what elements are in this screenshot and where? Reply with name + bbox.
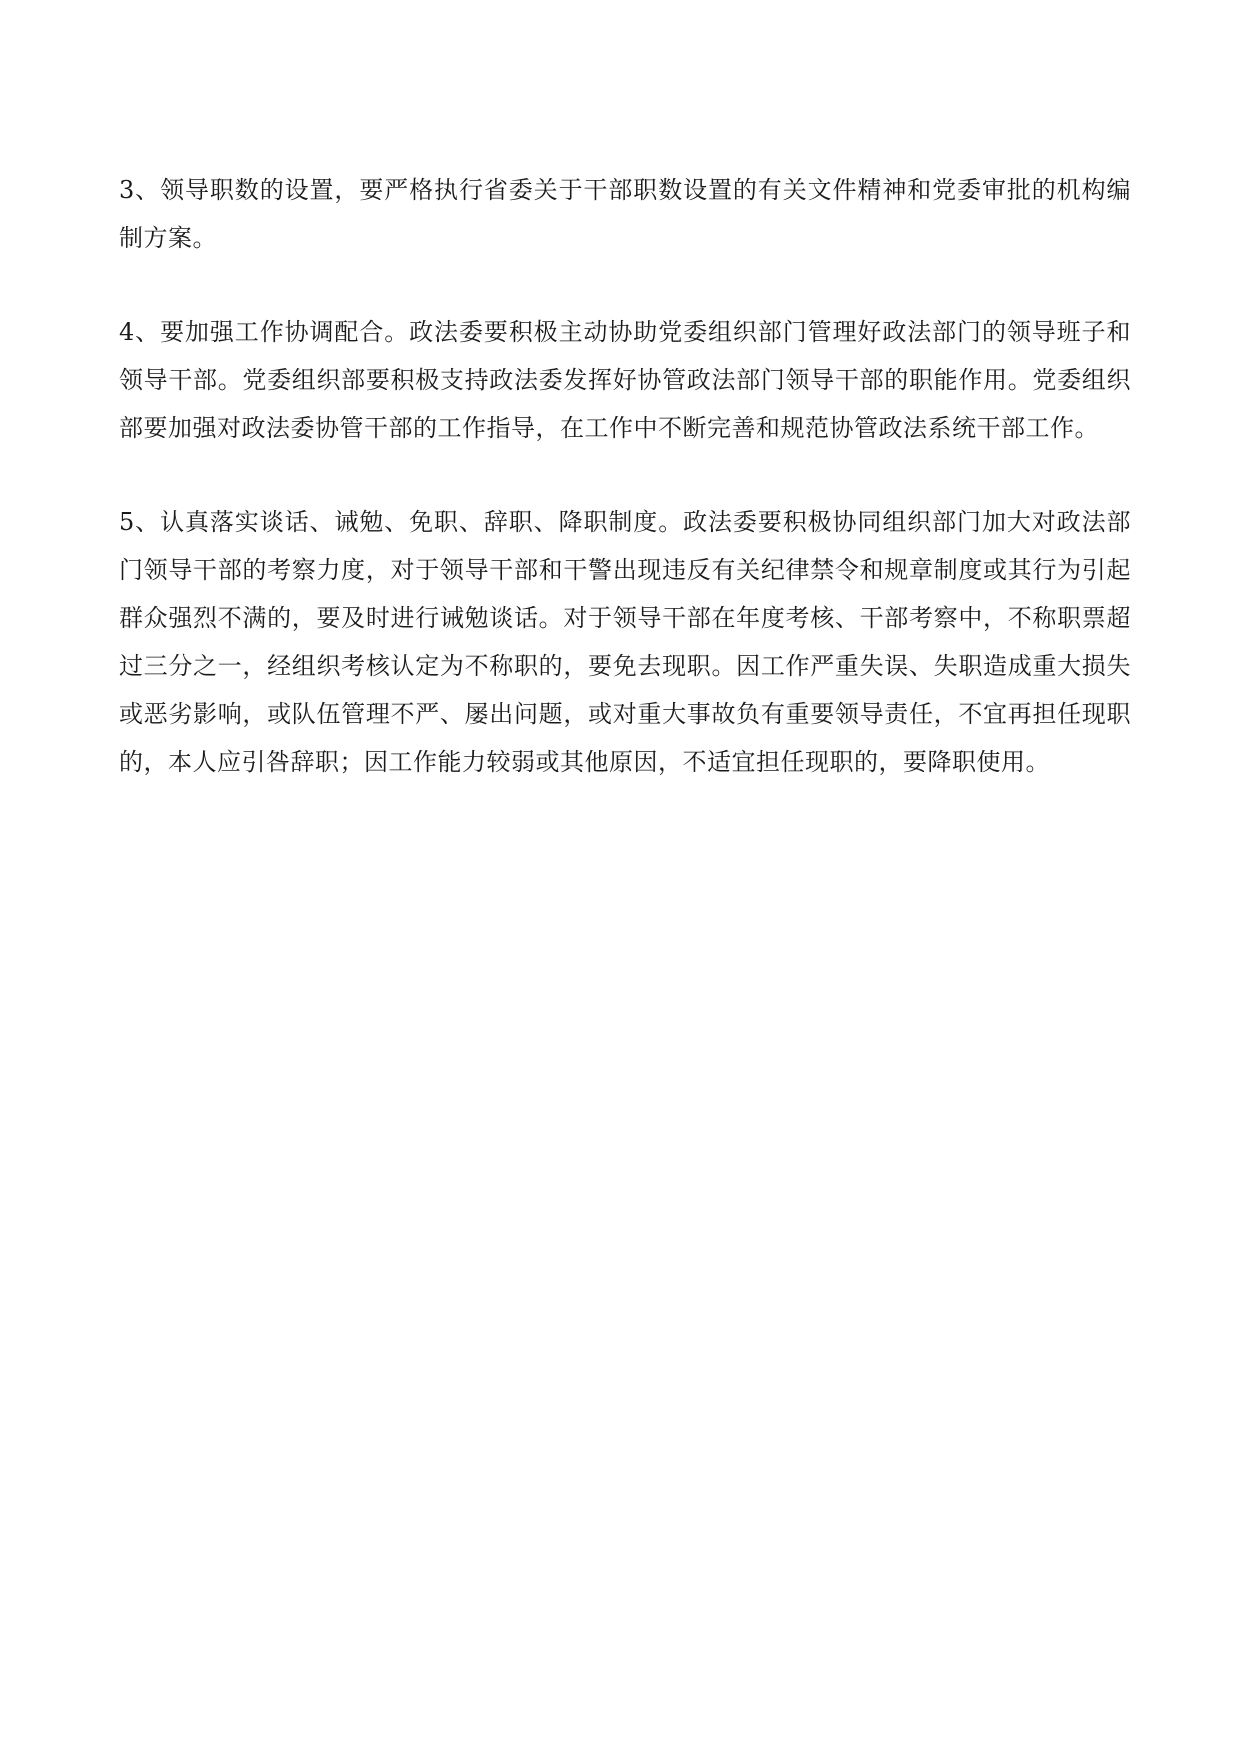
- paragraph-item-5: 5、认真落实谈话、诫勉、免职、辞职、降职制度。政法委要积极协同组织部门加大对政法部门领导干部的考察力度，对于领导干部和干警出现违反有关纪律禁令和规章制度或其行为引起群众强烈不满的，要及时进行诫勉谈话。对于领导干部在年度考核、干部考察中，不称职票超过三分之一，经组织考核认定为不称职的，要免去现职。因工作严重失误、失职造成重大损失或恶劣影响，或队伍管理不严、屡出问题，或对重大事故负有重要领导责任，不宜再担任现职的，本人应引咎辞职；因工作能力较弱或其他原因，不适宜担任现职的，要降职使用。: [119, 508, 1131, 776]
- document-body: [119, 166, 1131, 832]
- paragraph-item-4: 4、要加强工作协调配合。政法委要积极主动协助党委组织部门管理好政法部门的领导班子和领导干部。党委组织部要积极支持政法委发挥好协管政法部门领导干部的职能作用。党委组织部要加强对政法委协管干部的工作指导，在工作中不断完善和规范协管政法系统干部工作。: [119, 318, 1131, 442]
- paragraph-item-3: 3、领导职数的设置，要严格执行省委关于干部职数设置的有关文件精神和党委审批的机构编制方案。: [119, 176, 1131, 252]
